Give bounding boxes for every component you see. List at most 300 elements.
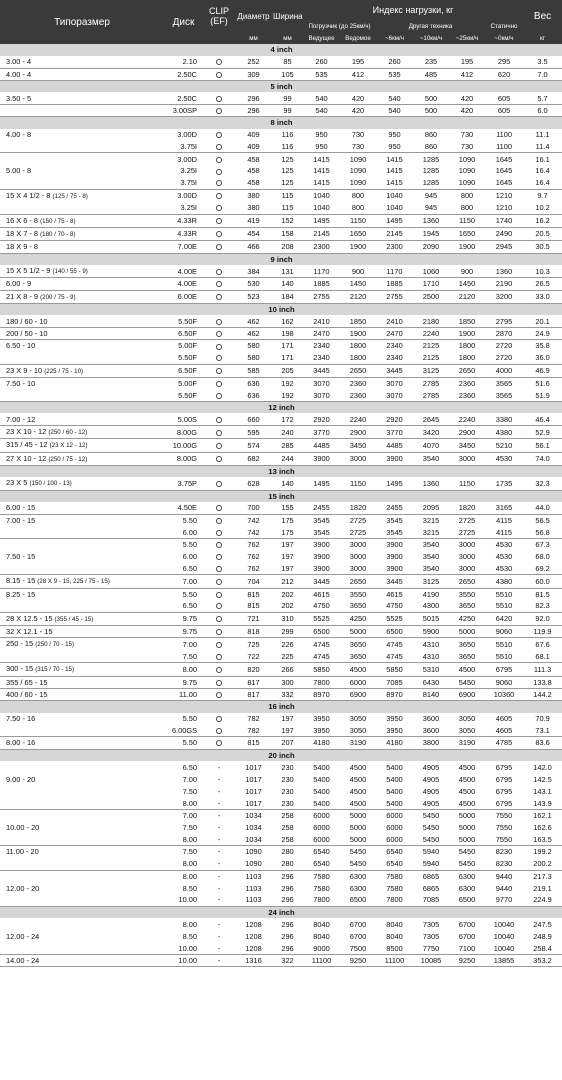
tyre-size-alt-label: (250 / 70 - 15) (35, 641, 75, 649)
diameter-cell: 722 (235, 651, 272, 663)
width-cell: 258 (281, 811, 294, 821)
static-load-cell: 9060 (485, 626, 523, 638)
width-cell: 85 (272, 56, 303, 68)
driving-load-cell: 3900 (303, 452, 340, 465)
driving-load-cell: 6000 (303, 834, 340, 846)
load-6kmh-cell: 2410 (376, 315, 413, 327)
disc-cell: 3.75I (164, 141, 203, 153)
tyre-size-cell (0, 328, 164, 340)
static-load-cell: 1735 (485, 477, 523, 490)
tyre-size-label: 18 X 7 - 8 (6, 228, 39, 238)
table-row (0, 676, 562, 688)
table-row (0, 551, 562, 563)
load-6kmh-cell: 950 (388, 130, 401, 140)
load-25kmh-cell: 2900 (449, 426, 485, 439)
load-10kmh-cell: 5940 (422, 847, 440, 857)
weight-cell: 81.5 (535, 589, 550, 599)
weight-cell: 82.3 (523, 600, 562, 612)
clip-cell (203, 725, 235, 737)
weight-cell: 111.3 (523, 663, 562, 676)
width-cell: 125 (281, 154, 294, 164)
steering-load-cell: 420 (340, 92, 376, 104)
weight-cell: 35.8 (535, 341, 550, 351)
tyre-size-cell (0, 241, 164, 253)
width-cell: 172 (272, 413, 303, 425)
table-row (0, 92, 562, 104)
load-25kmh-cell: 2725 (449, 526, 485, 538)
driving-load-cell: 950 (315, 130, 328, 140)
tyre-size-alt-label: (315 / 70 - 15) (35, 666, 75, 674)
static-load-cell: 4115 (485, 526, 523, 538)
load-10kmh-cell: 4310 (422, 639, 440, 649)
weight-cell: 142.5 (533, 774, 552, 784)
disc-cell: 9.75 (164, 676, 203, 688)
steering-load-cell: 4500 (349, 774, 367, 784)
diameter-cell: 721 (235, 612, 272, 625)
load-25kmh-cell: 2240 (449, 413, 485, 425)
driving-load-cell: 11100 (303, 955, 340, 967)
load-10kmh-cell: 2090 (413, 241, 449, 253)
steering-load-cell: 1900 (340, 241, 376, 253)
group-loader: Погрузчик (до 25км/ч) (303, 21, 376, 33)
tyre-size-cell (0, 104, 164, 116)
disc-cell: 7.00 (182, 774, 197, 784)
load-25kmh-cell: 800 (449, 202, 485, 214)
clip-circle-icon (216, 368, 222, 374)
load-25kmh-cell: 900 (449, 265, 485, 278)
load-10kmh-cell: 2180 (413, 315, 449, 327)
load-25kmh-cell: 2725 (458, 516, 476, 525)
disc-cell: 2.50C (164, 92, 203, 104)
clip-cell (203, 413, 235, 425)
disc-cell: 10.00 (164, 894, 203, 906)
steering-load-cell: 5000 (349, 823, 367, 833)
static-load-cell: 1210 (485, 202, 523, 214)
disc-cell: 5.50F (164, 389, 203, 401)
table-body (0, 44, 562, 967)
clip-cell (203, 663, 235, 676)
section-title: 16 inch (0, 701, 562, 713)
width-cell: 296 (281, 871, 294, 881)
steering-load-cell: 730 (340, 141, 376, 153)
weight-cell: 52.9 (523, 426, 562, 439)
table-row (0, 278, 562, 290)
tyre-size-alt-label: (140 / 55 - 9) (52, 268, 88, 276)
width-cell: 296 (281, 931, 294, 941)
clip-circle-icon (216, 481, 222, 487)
clip-cell (203, 737, 235, 749)
width-cell: 99 (272, 104, 303, 116)
clip-cell: - (203, 834, 235, 846)
steering-load-cell: 4500 (349, 786, 367, 796)
tyre-size-label: 12.00 - 20 (6, 883, 40, 893)
clip-circle-icon (216, 381, 222, 387)
driving-load-cell: 8040 (313, 919, 330, 929)
clip-circle-icon (216, 218, 222, 224)
tyre-size-label: 11.00 - 20 (6, 847, 39, 857)
clip-cell (203, 177, 235, 189)
load-6kmh-cell: 5400 (386, 762, 403, 772)
steering-load-cell: 1090 (340, 177, 376, 189)
weight-cell: 16.4 (523, 177, 562, 189)
table-row (0, 713, 562, 725)
width-cell: 152 (272, 214, 303, 227)
tyre-size-cell (0, 439, 164, 452)
weight-cell: 163.5 (523, 834, 562, 846)
steering-load-cell: 5000 (349, 811, 367, 821)
width-cell: 158 (272, 227, 303, 240)
sub-6kmh: ~6км/ч (376, 33, 413, 45)
disc-cell: 5.50 (182, 516, 197, 525)
load-10kmh-cell: 235 (413, 56, 449, 68)
driving-load-cell: 1040 (313, 191, 330, 201)
static-load-cell: 2720 (495, 341, 513, 351)
weight-cell: 46.4 (523, 413, 562, 425)
tyre-size-label: 200 / 50 - 10 (6, 329, 48, 339)
clip-cell (203, 241, 235, 253)
tyre-size-cell (0, 389, 164, 401)
load-10kmh-cell: 3540 (413, 452, 449, 465)
width-cell: 184 (272, 290, 303, 303)
steering-load-cell: 3000 (349, 552, 367, 562)
disc-cell: 8.00G (164, 426, 203, 439)
tyre-size-cell (0, 426, 164, 439)
load-6kmh-cell: 1415 (386, 166, 403, 176)
clip-cell (203, 265, 235, 278)
table-row (0, 942, 562, 954)
weight-cell: 73.1 (523, 725, 562, 737)
clip-cell (203, 426, 235, 439)
load-25kmh-cell: 6300 (458, 871, 476, 881)
load-10kmh-cell: 1945 (413, 227, 449, 240)
load-25kmh-cell: 1090 (458, 154, 476, 164)
static-load-cell: 6795 (495, 774, 513, 784)
load-25kmh-cell: 1150 (449, 477, 485, 490)
load-10kmh-cell: 3600 (422, 714, 440, 724)
diameter-cell: 1017 (235, 797, 272, 809)
table-row (0, 761, 562, 773)
static-load-cell: 4605 (485, 725, 523, 737)
clip-cell (203, 439, 235, 452)
driving-load-cell: 5525 (303, 612, 340, 625)
driving-load-cell: 2340 (303, 352, 340, 364)
driving-load-cell: 6000 (313, 811, 330, 821)
load-25kmh-cell: 1900 (449, 241, 485, 253)
load-10kmh-cell: 2095 (413, 502, 449, 514)
steering-load-cell: 5000 (340, 834, 376, 846)
steering-load-cell: 1650 (340, 227, 376, 240)
driving-load-cell: 4745 (313, 639, 330, 649)
tyre-size-cell (0, 278, 164, 290)
diameter-cell: 380 (235, 202, 272, 214)
tyre-size-cell (0, 452, 164, 465)
driving-load-cell: 2455 (303, 502, 340, 514)
driving-load-cell: 1885 (303, 278, 340, 290)
steering-load-cell: 6300 (349, 871, 367, 881)
weight-cell: 200.2 (523, 858, 562, 870)
steering-load-cell: 3000 (340, 563, 376, 575)
load-6kmh-cell: 535 (376, 68, 413, 80)
tyre-size-label: 21 X 8 - 9 (6, 291, 39, 301)
diameter-cell: 742 (235, 526, 272, 538)
weight-cell: 67.6 (535, 639, 550, 649)
driving-load-cell: 1495 (303, 477, 340, 490)
clip-cell: - (217, 823, 221, 833)
diameter-cell: 725 (247, 639, 260, 649)
driving-load-cell: 5850 (303, 663, 340, 676)
clip-cell (203, 153, 235, 165)
driving-load-cell: 3950 (313, 714, 330, 724)
disc-cell: 5.50F (164, 315, 203, 327)
static-load-cell: 605 (485, 104, 523, 116)
tyre-size-alt-label: (150 / 100 - 13) (29, 480, 72, 488)
clip-cell: - (217, 919, 221, 929)
steering-load-cell: 6700 (349, 919, 367, 929)
tyre-size-label: 7.50 - 16 (6, 714, 36, 724)
disc-cell: 3.25I (180, 166, 197, 176)
diameter-cell: 1103 (245, 883, 262, 893)
table-row (0, 612, 562, 625)
load-10kmh-cell: 860 (413, 141, 449, 153)
static-load-cell: 2870 (485, 328, 523, 340)
weight-cell: 247.5 (533, 919, 552, 929)
driving-load-cell: 3950 (303, 725, 340, 737)
load-6kmh-cell: 2300 (376, 241, 413, 253)
driving-load-cell: 2410 (303, 315, 340, 327)
table-row (0, 822, 562, 834)
load-6kmh-cell: 4750 (376, 600, 413, 612)
width-cell: 197 (281, 552, 294, 562)
load-10kmh-cell: 10085 (413, 955, 449, 967)
load-10kmh-cell: 500 (413, 104, 449, 116)
disc-cell: 3.00D (177, 154, 197, 164)
static-load-cell: 8230 (485, 858, 523, 870)
load-25kmh-cell: 4500 (458, 762, 476, 772)
table-row (0, 663, 562, 676)
clip-cell (203, 612, 235, 625)
load-25kmh-cell: 3650 (449, 651, 485, 663)
clip-cell (203, 202, 235, 214)
static-load-cell: 10040 (493, 931, 515, 941)
table-row (0, 638, 562, 651)
table-row (0, 810, 562, 822)
disc-cell: 8.50 (182, 883, 197, 893)
tyre-size-cell (0, 676, 164, 688)
width-cell: 125 (272, 177, 303, 189)
clip-circle-icon (216, 269, 222, 275)
tyre-size-cell (0, 56, 164, 68)
tyre-size-label: 6.50 - 10 (6, 341, 36, 351)
tyre-size-cell (0, 141, 164, 153)
tyre-size-cell (0, 612, 164, 625)
clip-cell (203, 278, 235, 290)
weight-cell: 144.2 (523, 688, 562, 700)
tyre-size-cell (0, 189, 164, 202)
load-10kmh-cell: 3600 (413, 725, 449, 737)
driving-load-cell: 260 (303, 56, 340, 68)
driving-load-cell: 540 (303, 92, 340, 104)
width-cell: 240 (272, 426, 303, 439)
width-cell: 125 (281, 166, 294, 176)
clip-cell (203, 676, 235, 688)
steering-load-cell: 6700 (349, 931, 367, 941)
weight-cell: 258.4 (523, 942, 562, 954)
clip-cell (203, 514, 235, 526)
load-25kmh-cell: 3550 (458, 589, 476, 599)
clip-cell (203, 315, 235, 327)
section-title: 24 inch (0, 906, 562, 918)
table-row (0, 227, 562, 240)
disc-cell: 4.33R (164, 227, 203, 240)
load-25kmh-cell: 3050 (458, 714, 476, 724)
diameter-cell: 817 (235, 688, 272, 700)
driving-load-cell: 1495 (303, 214, 340, 227)
load-6kmh-cell: 6540 (386, 847, 403, 857)
driving-load-cell: 4485 (303, 439, 340, 452)
load-6kmh-cell: 2340 (386, 341, 403, 351)
width-cell: 280 (281, 847, 294, 857)
load-10kmh-cell: 5015 (413, 612, 449, 625)
clip-cell (203, 340, 235, 352)
tyre-size-label: 5.00 - 8 (6, 166, 32, 176)
width-cell: 197 (272, 563, 303, 575)
load-25kmh-cell: 5000 (449, 626, 485, 638)
sub-0kmh: ~0км/ч (485, 33, 523, 45)
tyre-size-label: 14.00 - 24 (6, 956, 40, 966)
steering-load-cell: 2360 (349, 378, 367, 388)
load-10kmh-cell: 4905 (413, 797, 449, 809)
weight-cell: 3.5 (523, 56, 562, 68)
col-weight: Вес (523, 0, 562, 33)
clip-circle-icon (216, 169, 222, 175)
steering-load-cell: 3550 (349, 589, 367, 599)
load-10kmh-cell: 7750 (413, 942, 449, 954)
tyre-size-cell (0, 227, 164, 240)
disc-cell: 6.00 (164, 526, 203, 538)
tyre-size-label: 15 X 4 1/2 - 8 (6, 190, 51, 200)
disc-cell: 8.00G (164, 452, 203, 465)
driving-load-cell: 6000 (313, 823, 330, 833)
section-title: 5 inch (0, 80, 562, 92)
width-cell: 212 (272, 575, 303, 588)
clip-circle-icon (216, 680, 222, 686)
load-10kmh-cell: 7305 (422, 931, 440, 941)
load-10kmh-cell: 1360 (413, 214, 449, 227)
table-row (0, 870, 562, 882)
weight-cell: 10.2 (523, 202, 562, 214)
static-load-cell: 7550 (495, 823, 513, 833)
weight-cell: 51.6 (535, 378, 550, 388)
tyre-size-alt-label: (250 / 75 - 12) (48, 455, 88, 463)
load-25kmh-cell: 6500 (449, 894, 485, 906)
disc-cell: 8.00 (164, 834, 203, 846)
disc-cell: 3.25I (164, 202, 203, 214)
tyre-size-label: 23 X 10 - 12 (6, 427, 47, 437)
table-row (0, 439, 562, 452)
clip-circle-icon (216, 59, 222, 65)
table-row (0, 725, 562, 737)
disc-cell: 8.00 (182, 919, 197, 929)
col-clip: CLIP (EF) (203, 0, 235, 33)
col-disc: Диск (164, 0, 203, 44)
static-load-cell: 2490 (485, 227, 523, 240)
load-6kmh-cell: 1495 (376, 477, 413, 490)
load-6kmh-cell: 2455 (376, 502, 413, 514)
static-load-cell: 1100 (485, 141, 523, 153)
tyre-size-cell (0, 514, 164, 526)
section-title: 15 inch (0, 490, 562, 502)
tyre-size-label: 28 X 12.5 - 15 (6, 613, 53, 623)
tyre-size-label: 23 X 5 (6, 478, 28, 488)
steering-load-cell: 6300 (349, 883, 367, 893)
static-load-cell: 2720 (485, 352, 523, 364)
clip-circle-icon (216, 72, 222, 78)
disc-cell: 4.33R (164, 214, 203, 227)
disc-cell: 6.50F (164, 328, 203, 340)
steering-load-cell: 800 (351, 191, 365, 201)
table-row (0, 514, 562, 526)
load-10kmh-cell: 2125 (422, 341, 440, 351)
weight-cell: 248.9 (533, 931, 552, 941)
clip-circle-icon (216, 108, 222, 114)
table-row (0, 177, 562, 189)
load-6kmh-cell: 6540 (376, 858, 413, 870)
load-6kmh-cell: 8040 (386, 919, 403, 929)
table-row (0, 588, 562, 600)
section-title: 12 inch (0, 401, 562, 413)
diameter-cell: 458 (247, 166, 260, 176)
weight-cell: 68.1 (523, 651, 562, 663)
width-cell: 197 (281, 714, 294, 724)
steering-load-cell: 4250 (340, 612, 376, 625)
load-10kmh-cell: 5310 (413, 663, 449, 676)
disc-cell: 6.50 (182, 762, 197, 772)
steering-load-cell: 6500 (340, 894, 376, 906)
static-load-cell: 9440 (495, 871, 513, 881)
load-6kmh-cell: 3545 (376, 526, 413, 538)
tyre-size-cell (0, 563, 164, 575)
width-cell: 192 (281, 378, 294, 388)
static-load-cell: 9060 (485, 676, 523, 688)
tyre-size-cell (0, 129, 164, 141)
load-25kmh-cell: 1090 (458, 166, 476, 176)
static-load-cell: 6795 (495, 786, 513, 796)
tyre-size-cell (0, 870, 164, 882)
width-cell: 244 (272, 452, 303, 465)
clip-circle-icon (216, 616, 222, 622)
static-load-cell: 4530 (495, 552, 513, 562)
load-6kmh-cell: 5400 (386, 786, 403, 796)
driving-load-cell: 540 (303, 104, 340, 116)
static-load-cell: 1100 (496, 130, 512, 140)
width-cell: 230 (281, 786, 294, 796)
width-cell: 131 (272, 265, 303, 278)
tyre-size-cell (0, 846, 164, 858)
clip-cell (203, 452, 235, 465)
steering-load-cell: 1850 (340, 315, 376, 327)
load-6kmh-cell: 1415 (386, 154, 403, 164)
static-load-cell: 2795 (485, 315, 523, 327)
static-load-cell: 5510 (495, 639, 513, 649)
load-25kmh-cell: 5000 (449, 834, 485, 846)
disc-cell: 7.50 (182, 823, 197, 833)
weight-cell: 56.5 (535, 516, 550, 525)
width-cell: 175 (281, 516, 294, 525)
disc-cell: 6.50 (164, 563, 203, 575)
tyre-size-label: 12.00 - 24 (6, 931, 40, 941)
load-25kmh-cell: 4500 (458, 774, 476, 784)
section-header (0, 117, 562, 129)
